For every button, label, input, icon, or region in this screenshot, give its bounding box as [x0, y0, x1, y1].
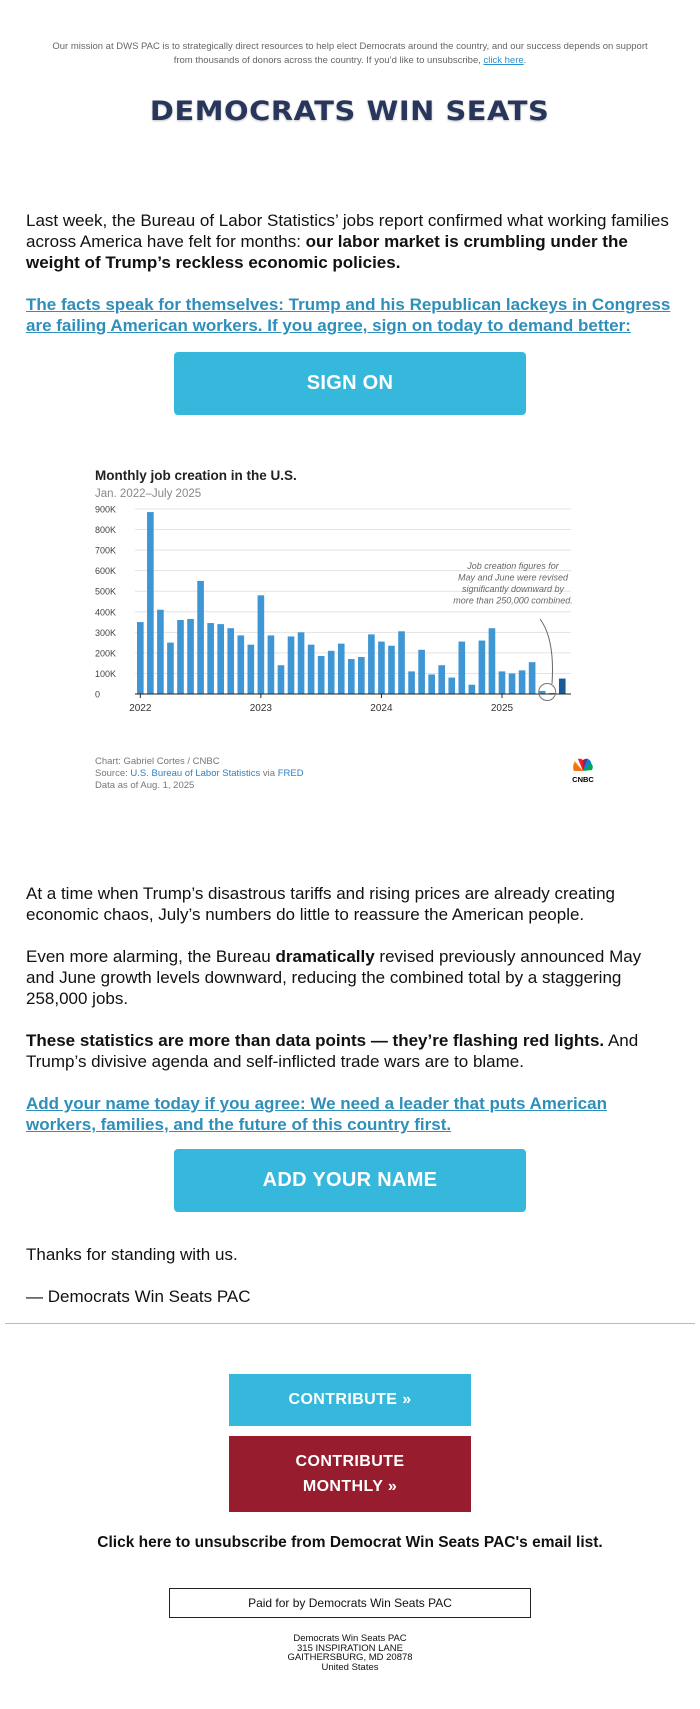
intro-bold: our labor market is crumbling under the weight of Trump’s reckless economic policies.: [26, 232, 628, 272]
thanks-text: Thanks for standing with us.: [26, 1245, 238, 1264]
x-tick-label: 2024: [370, 703, 393, 714]
chart-bar: [509, 673, 516, 694]
chart-bar: [278, 665, 285, 694]
sign-on-row: [26, 352, 674, 415]
chart-bar: [217, 624, 224, 694]
chart-bar: [338, 644, 345, 694]
footer-divider: [5, 1323, 695, 1324]
add-name-row: [26, 1149, 674, 1212]
y-tick-label: 0: [95, 689, 101, 700]
y-tick-label: 800K: [95, 525, 117, 536]
chart-source-prefix: Source:: [95, 768, 131, 779]
chart-bar: [378, 642, 385, 694]
chart-bar: [308, 645, 315, 694]
chart-subtitle: Jan. 2022–July 2025: [95, 488, 202, 500]
monthly-line-2: MONTHLY »: [302, 1478, 398, 1495]
intro-text: Last week, the Bureau of Labor Statistics’ jobs report confirmed what working families across America have felt for months:: [26, 211, 669, 251]
chart-bar: [448, 678, 455, 694]
chart-bar: [428, 674, 435, 694]
x-tick-label: 2023: [249, 703, 272, 714]
chart-bar: [529, 662, 536, 694]
y-tick-label: 100K: [95, 668, 117, 679]
chart-bar: [358, 657, 365, 694]
add-your-name-button[interactable]: ADD YOUR NAME: [174, 1149, 526, 1212]
chart-bar: [458, 642, 465, 694]
chart-bar: [167, 643, 174, 694]
chart-source-via: via: [260, 768, 278, 779]
chart-bar: [268, 635, 275, 694]
chart-bar: [499, 671, 506, 694]
y-tick-label: 500K: [95, 586, 117, 597]
unsubscribe-link[interactable]: click here: [483, 55, 524, 66]
chart-bar: [398, 631, 405, 694]
paid-for-box: Paid for by Democrats Win Seats PAC: [169, 1588, 531, 1618]
contribute-button[interactable]: CONTRIBUTE »: [229, 1374, 471, 1426]
add-name-link[interactable]: Add your name today if you agree: We need a leader that puts American workers, families, and the future of this country first.: [26, 1094, 607, 1134]
chart-bar: [177, 620, 184, 694]
chart-source: [95, 768, 304, 780]
address-line: GAITHERSBURG, MD 20878: [287, 1652, 413, 1663]
footer-unsubscribe-link[interactable]: Click here to unsubscribe from Democrat Win Seats PAC's email list.: [97, 1534, 603, 1551]
chart-bar: [479, 641, 486, 694]
chart-bar: [207, 623, 214, 694]
chart-bar: [248, 645, 255, 694]
paragraph-tariffs: At a time when Trump’s disastrous tariffs and rising prices are already creating economic chaos, July’s numbers do little to reassure the American people.: [26, 884, 615, 924]
y-tick-label: 300K: [95, 627, 117, 638]
y-tick-label: 900K: [95, 504, 117, 515]
paragraph-revision: [26, 946, 674, 1009]
chart-source-link[interactable]: U.S. Bureau of Labor Statistics: [130, 768, 261, 779]
donate-buttons: [0, 1374, 700, 1512]
job-creation-chart: [95, 459, 605, 819]
cnbc-logo-text: CNBC: [572, 775, 594, 784]
chart-bar: [318, 656, 325, 694]
contribute-monthly-button[interactable]: [229, 1436, 471, 1512]
x-tick-label: 2022: [129, 703, 152, 714]
preheader-text: Our mission at DWS PAC is to strategically direct resources to help elect Democrats around the country, and our success depends on support from thousands of donors across the country. If you’d like to unsubscribe,: [52, 41, 648, 66]
chart-bar: [519, 670, 526, 694]
signature-text: — Democrats Win Seats PAC: [26, 1287, 251, 1306]
cta2-paragraph: [26, 1093, 674, 1135]
chart-bar: [157, 610, 164, 694]
chart-footnotes: [95, 756, 304, 792]
chart-bar: [137, 622, 144, 694]
chart-bar: [237, 635, 244, 694]
y-tick-label: 600K: [95, 566, 117, 577]
preheader-end: .: [523, 55, 527, 66]
monthly-line-1: CONTRIBUTE: [295, 1453, 405, 1470]
chart-bar: [227, 628, 234, 694]
chart-bar: [559, 679, 566, 694]
red-lights-bold: These statistics are more than data points — they’re flashing red lights.: [26, 1031, 605, 1050]
sign-on-link[interactable]: The facts speak for themselves: Trump and his Republican lackeys in Congress are failing American workers. If you agree, sign on today to demand better:: [26, 295, 671, 335]
annotation-arrow: [540, 619, 553, 684]
revision-bold: dramatically: [275, 947, 375, 966]
chart-bar: [408, 671, 415, 694]
chart-source-fred[interactable]: FRED: [277, 768, 304, 779]
cta1-paragraph: [26, 294, 674, 336]
mailing-address: [0, 1634, 700, 1672]
chart-credit: Chart: Gabriel Cortes / CNBC: [95, 756, 220, 767]
sign-on-button[interactable]: SIGN ON: [174, 352, 526, 415]
chart-bar: [348, 659, 355, 694]
revision-text-b: revised previously announced May and June growth levels downward, reducing the combined total by a staggering 258,000 jobs.: [26, 947, 642, 1008]
chart-bar: [258, 595, 265, 694]
chart-bar: [489, 628, 496, 694]
chart-data-date: Data as of Aug. 1, 2025: [95, 780, 195, 791]
cnbc-peacock-icon: [569, 757, 597, 785]
chart-bar: [147, 512, 154, 694]
chart-bar: [368, 634, 375, 694]
chart-bar: [388, 646, 395, 694]
red-lights-text: And Trump’s divisive agenda and self-inflicted trade wars are to blame.: [26, 1031, 639, 1071]
address-line: Democrats Win Seats PAC: [293, 1633, 407, 1644]
y-tick-label: 200K: [95, 648, 117, 659]
intro-paragraph: [26, 210, 674, 273]
x-tick-label: 2025: [490, 703, 514, 714]
paragraph-red-lights: [26, 1030, 674, 1072]
y-tick-label: 400K: [95, 607, 117, 618]
chart-bar: [288, 636, 295, 694]
chart-annotation: Job creation figures for May and June were revised significantly downward by more than 250,000 combined.: [453, 561, 573, 606]
address-line: United States: [321, 1661, 379, 1673]
chart-bar: [328, 651, 335, 694]
chart-bar: [469, 685, 476, 694]
chart-bar: [418, 650, 425, 694]
chart-bar: [187, 619, 194, 694]
email-body: [0, 210, 700, 1307]
revision-text-a: Even more alarming, the Bureau: [26, 947, 276, 966]
y-tick-label: 700K: [95, 545, 117, 556]
chart-title: Monthly job creation in the U.S.: [95, 468, 297, 483]
chart-bar: [298, 632, 305, 694]
preheader: [0, 0, 700, 68]
chart-bar: [438, 665, 445, 694]
address-line: 315 INSPIRATION LANE: [297, 1642, 403, 1654]
logo-text: DEMOCRATS WIN SEATS: [150, 96, 550, 127]
logo: [0, 96, 700, 142]
chart-bar: [197, 581, 204, 694]
